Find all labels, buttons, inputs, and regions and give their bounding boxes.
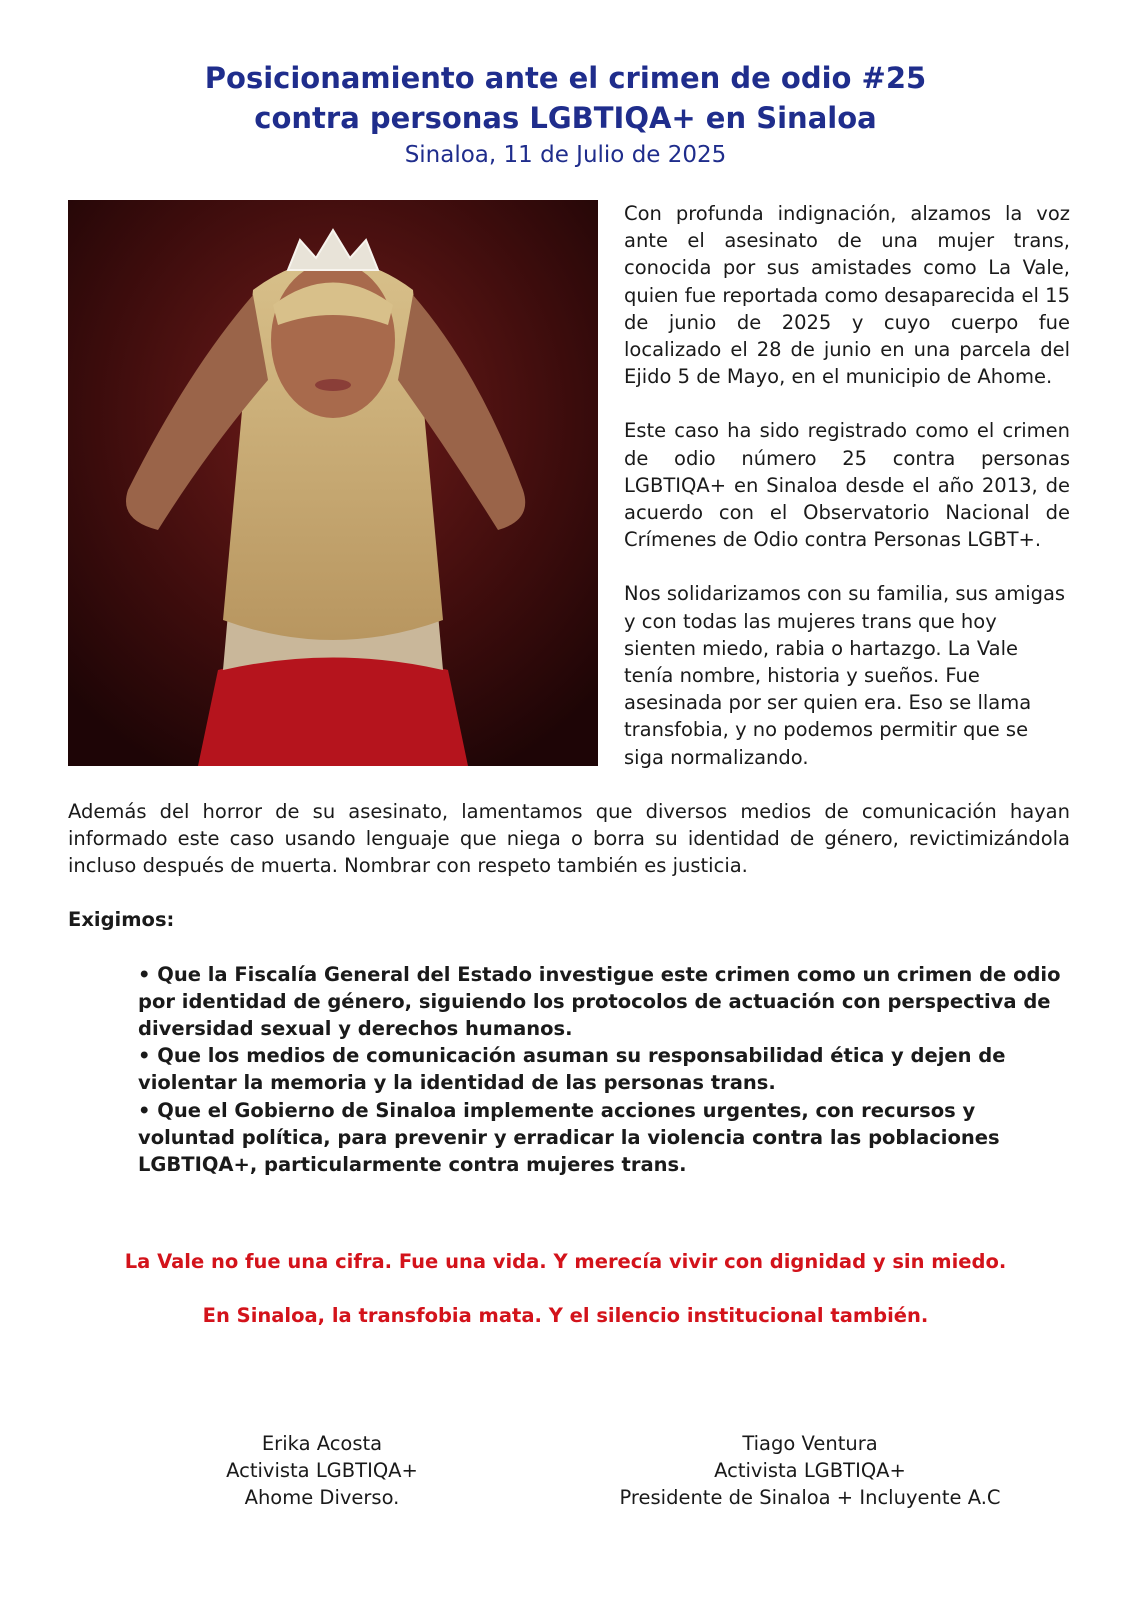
demands-list (138, 961, 1070, 1179)
signature-2 (600, 1430, 1020, 1511)
paragraph-4: Además del horror de su asesinato, lamentamos que diversos medios de comunicación hayan informado este caso usando lenguaje que niega o borra su identidad de género, revictimizándola incluso después de muerta. Nombrar con respeto también es justicia. (68, 799, 1070, 878)
signature-role: Activista LGBTIQA+ (226, 1459, 418, 1482)
closing-line-1: La Vale no fue una cifra. Fue una vida. Y merecía vivir con dignidad y sin miedo. (124, 1250, 1007, 1273)
signature-name: Tiago Ventura (742, 1432, 878, 1455)
signature-role: Activista LGBTIQA+ (714, 1459, 906, 1482)
demand-item: • Que la Fiscalía General del Estado investigue este crimen como un crimen de odio por identidad de género, siguiendo los protocolos de actuación con perspectiva de diversidad sexual y derechos humanos. (138, 962, 1061, 1041)
signature-name: Erika Acosta (261, 1432, 383, 1455)
demand-item: • Que el Gobierno de Sinaloa implemente acciones urgentes, con recursos y voluntad política, para prevenir y erradicar la violencia contra las poblaciones LGBTIQA+, particularmente contra mujeres trans. (138, 1098, 1000, 1177)
title-line-1: Posicionamiento ante el crimen de odio #25 (204, 61, 927, 95)
signature-org: Ahome Diverso. (244, 1486, 400, 1509)
portrait-photo (68, 200, 598, 766)
signature-org: Presidente de Sinaloa + Incluyente A.C (619, 1486, 1001, 1509)
demand-item: • Que los medios de comunicación asuman su responsabilidad ética y dejen de violentar la memoria y la identidad de las personas trans. (138, 1044, 1006, 1095)
paragraph-2: Este caso ha sido registrado como el crimen de odio número 25 contra personas LGBTIQA+ en Sinaloa desde el año 2013, de acuerdo con el Observatorio Nacional de Crímenes de Odio contra Personas LGBT+. (624, 419, 1070, 552)
header (0, 58, 1131, 170)
date-line: Sinaloa, 11 de Julio de 2025 (404, 142, 727, 168)
statement-body (68, 200, 1070, 1178)
paragraph-1: Con profunda indignación, alzamos la voz ante el asesinato de una mujer trans, conocida por sus amistades como La Vale, quien fue reportada como desaparecida el 15 de junio de 2025 y cuyo cuerpo fue localizado el 28 de junio en una parcela del Ejido 5 de Mayo, en el municipio de Ahome. (624, 202, 1070, 389)
portrait-illustration (68, 200, 598, 766)
title-line-2: contra personas LGBTIQA+ en Sinaloa (254, 101, 877, 135)
signature-1 (172, 1430, 472, 1511)
demands-heading: Exigimos: (68, 908, 175, 932)
closing-line-2: En Sinaloa, la transfobia mata. Y el silencio institucional también. (202, 1304, 929, 1327)
paragraph-3: Nos solidarizamos con su familia, sus amigas y con todas las mujeres trans que hoy sienten miedo, rabia o hartazgo. La Vale tenía nombre, historia y sueños. Fue asesinada por ser quien era. Eso se llama transfobia, y no podemos permitir que se siga normalizando. (624, 582, 1066, 769)
